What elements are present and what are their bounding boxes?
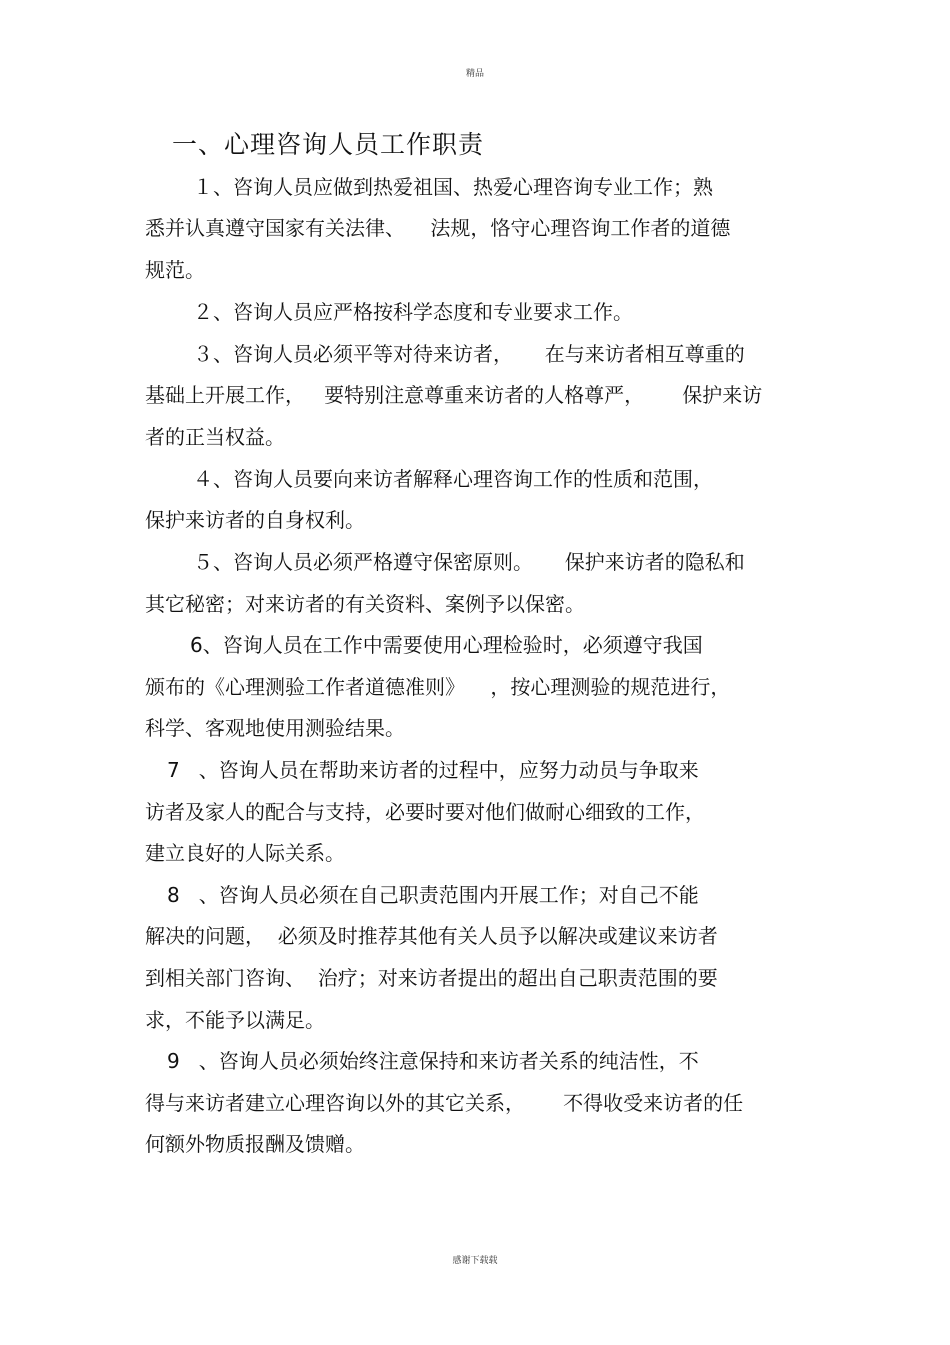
text-line: 建立良好的人际关系。: [145, 841, 345, 865]
page-header-label: 精品: [465, 69, 484, 79]
text-line: 6、咨询人员在工作中需要使用心理检验时，必须遵守我国: [190, 633, 703, 657]
text-line: 者的正当权益。: [145, 425, 285, 449]
text-line: ３、咨询人员必须平等对待来访者， 在与来访者相互尊重的: [193, 342, 745, 366]
text-line: 保护来访者的自身权利。: [145, 508, 365, 532]
text-line: 到相关部门咨询、 治疗；对来访者提出的超出自己职责范围的要: [145, 966, 718, 990]
text-line: 7 、咨询人员在帮助来访者的过程中，应努力动员与争取来: [167, 758, 699, 782]
text-line: 访者及家人的配合与支持，必要时要对他们做耐心细致的工作，: [145, 800, 705, 824]
text-line: 科学、客观地使用测验结果。: [145, 716, 405, 740]
text-line: 8 、咨询人员必须在自己职责范围内开展工作；对自己不能: [167, 883, 699, 907]
text-line: 其它秘密；对来访者的有关资料、案例予以保密。: [145, 592, 585, 616]
document-title: 一、心理咨询人员工作职责: [172, 130, 485, 159]
text-line: 规范。: [145, 258, 205, 282]
text-line: ２、咨询人员应严格按科学态度和专业要求工作。: [193, 300, 633, 324]
text-line: 得与来访者建立心理咨询以外的其它关系， 不得收受来访者的任: [145, 1091, 744, 1115]
text-line: ５、咨询人员必须严格遵守保密原则。 保护来访者的隐私和: [193, 550, 745, 574]
text-line: 悉并认真遵守国家有关法律、 法规，恪守心理咨询工作者的道德: [145, 216, 731, 240]
page-footer-label: 感谢下载载: [452, 1256, 498, 1266]
text-line: 何额外物质报酬及馈赠。: [145, 1132, 365, 1156]
text-line: ４、咨询人员要向来访者解释心理咨询工作的性质和范围，: [193, 467, 713, 491]
text-line: 9 、咨询人员必须始终注意保持和来访者关系的纯洁性，不: [167, 1049, 699, 1073]
text-line: 解决的问题， 必须及时推荐其他有关人员予以解决或建议来访者: [145, 924, 718, 948]
text-line: 颁布的《心理测验工作者道德准则》 ，按心理测验的规范进行，: [145, 675, 731, 699]
text-line: １、咨询人员应做到热爱祖国、热爱心理咨询专业工作；熟: [193, 175, 713, 199]
text-line: 基础上开展工作， 要特别注意尊重来访者的人格尊严， 保护来访: [145, 383, 763, 407]
text-line: 求，不能予以满足。: [145, 1008, 325, 1032]
